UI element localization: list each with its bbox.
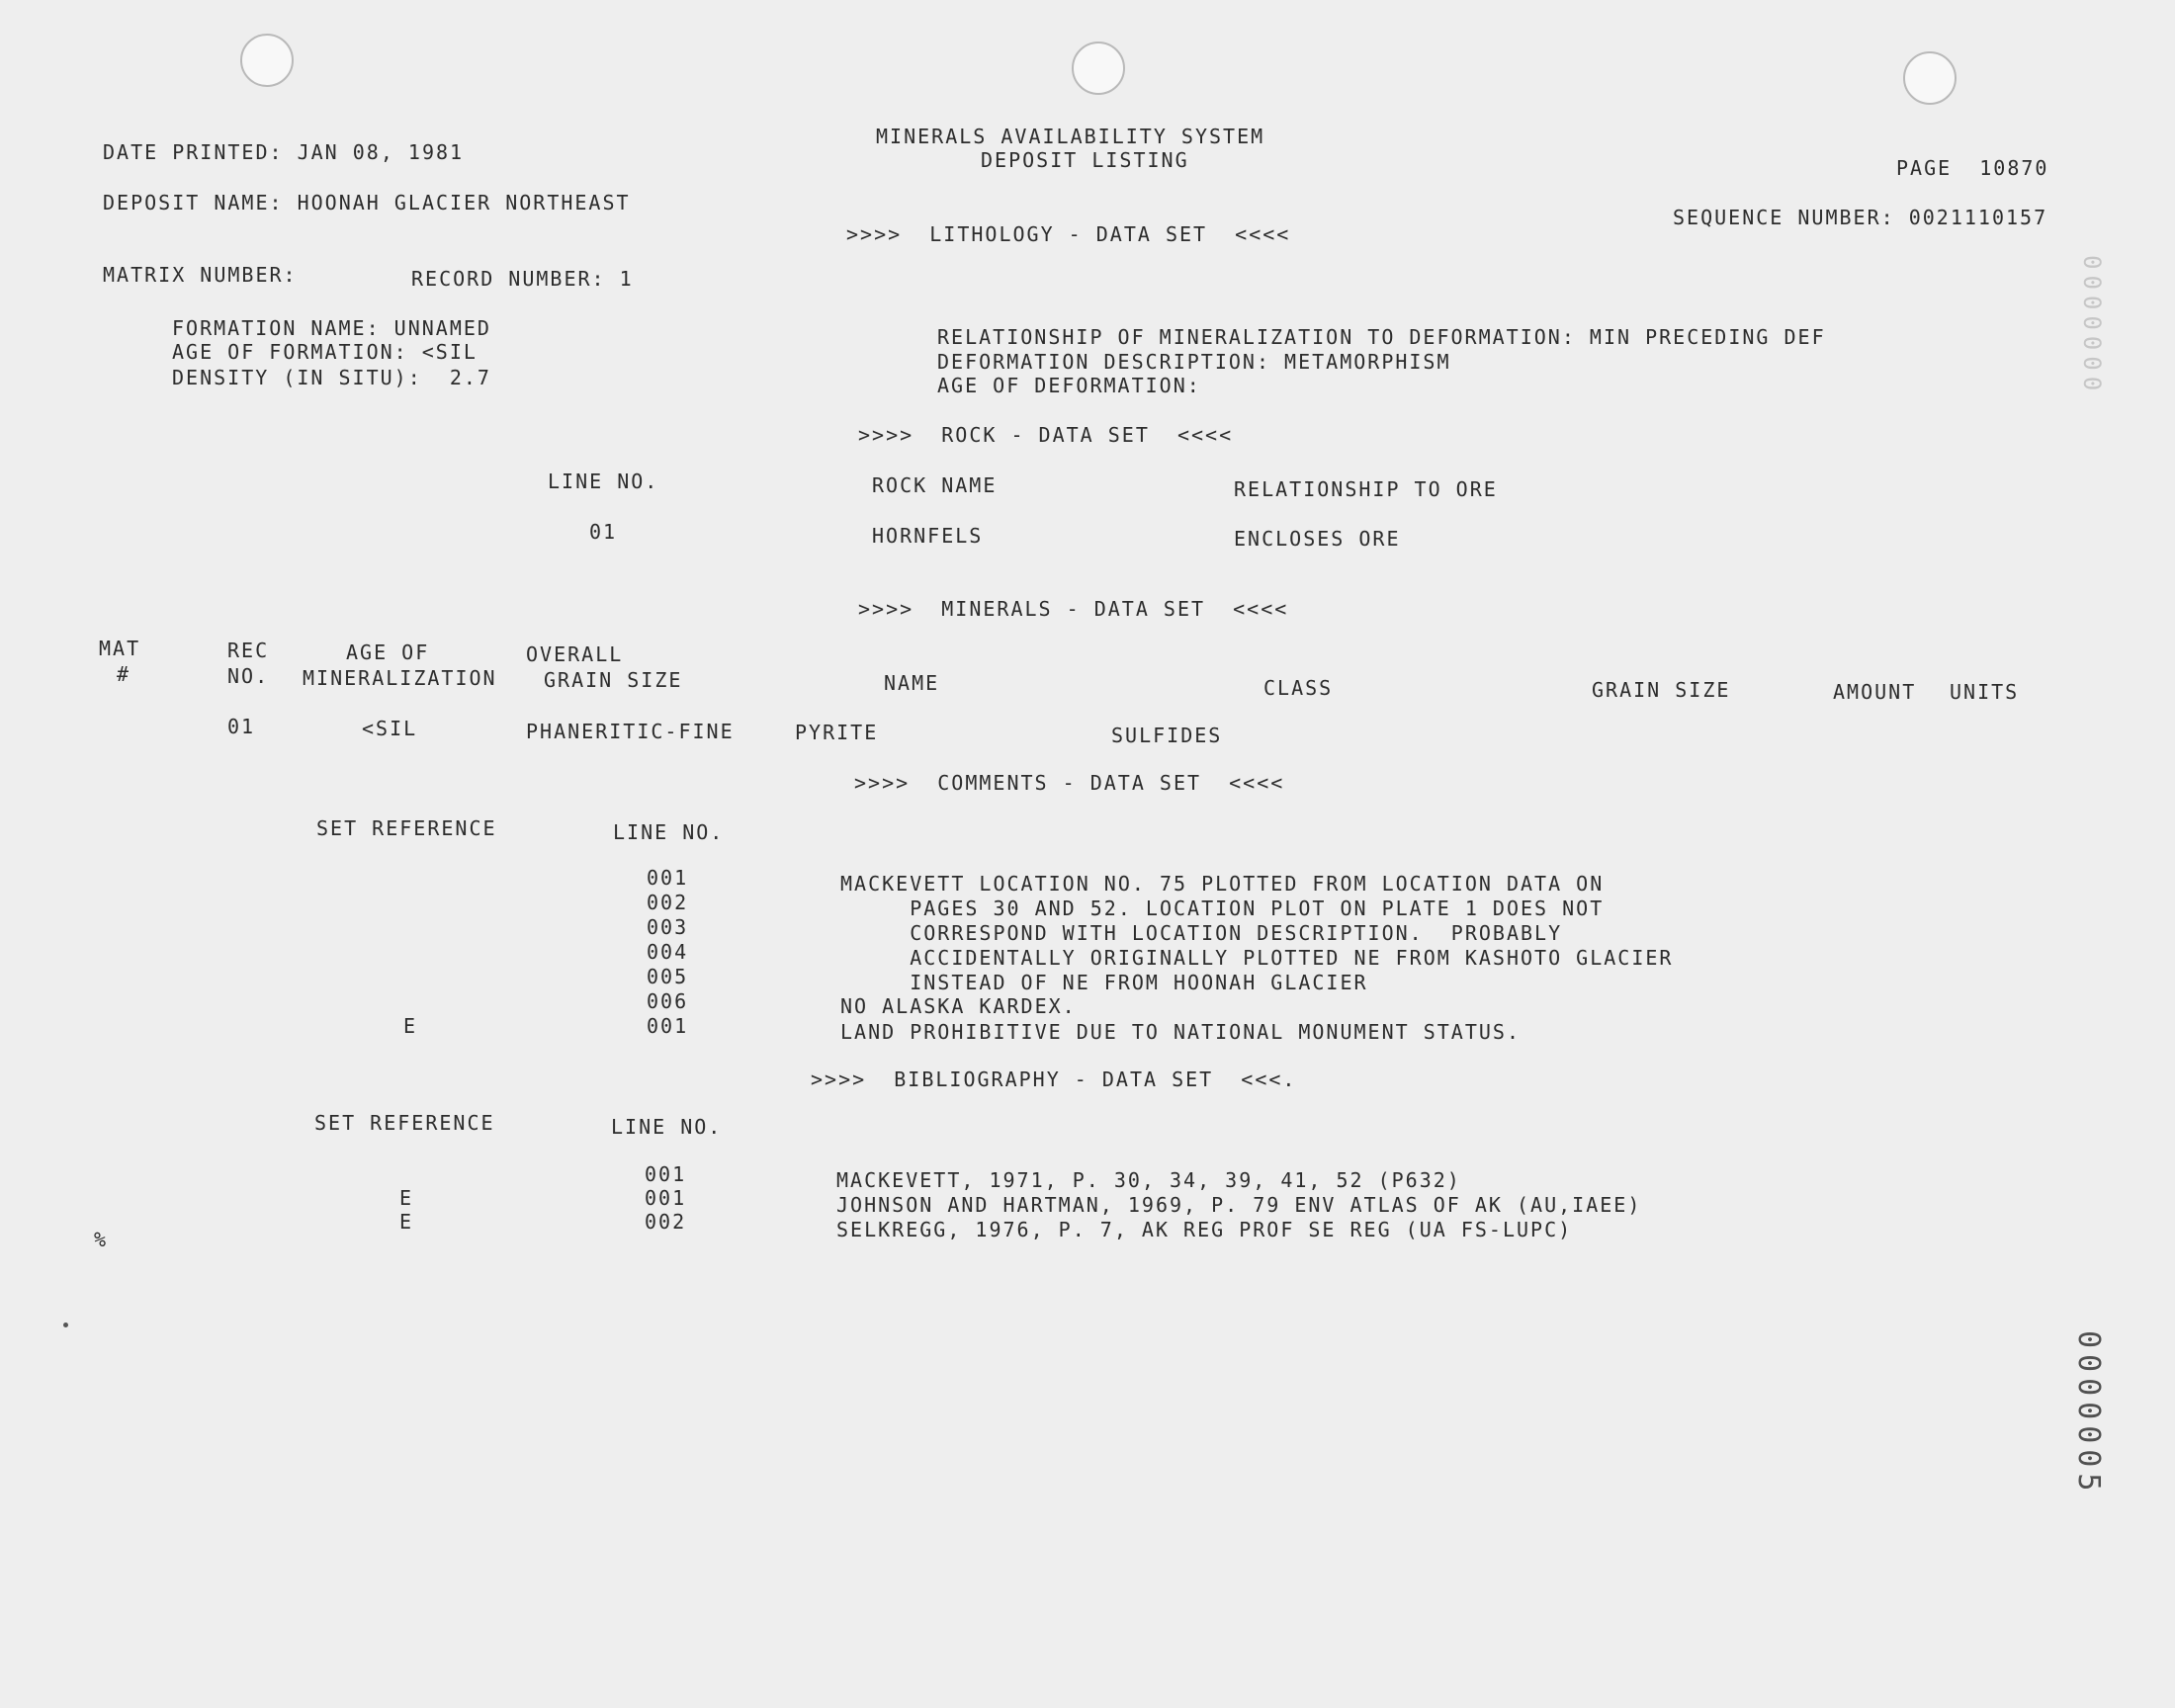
minerals-col-mat-hash: # [117, 662, 131, 686]
rock-relationship: ENCLOSES ORE [1234, 527, 1401, 551]
punch-hole-right [1903, 51, 1957, 105]
mineral-class: SULFIDES [1111, 724, 1223, 747]
bibliography-line-no: 001 [645, 1186, 687, 1210]
rock-line-no: 01 [589, 520, 618, 544]
sequence-number: SEQUENCE NUMBER: 0021110157 [1673, 206, 2048, 229]
comment-text: MACKEVETT LOCATION NO. 75 PLOTTED FROM LOCATION DATA ON [840, 872, 1605, 896]
bibliography-set-ref: E [399, 1186, 414, 1210]
mineralization-deformation-relationship: RELATIONSHIP OF MINERALIZATION TO DEFORMATION: MIN PRECEDING DEF [937, 325, 1826, 349]
comments-col-line-no: LINE NO. [613, 820, 725, 844]
density: DENSITY (IN SITU): 2.7 [172, 366, 491, 389]
bibliography-heading: >>>> BIBLIOGRAPHY - DATA SET <<<. [811, 1068, 1297, 1091]
comment-line-no: 005 [647, 965, 689, 988]
mineral-overall-grain-size: PHANERITIC-FINE [526, 720, 735, 743]
minerals-col-overall-2: GRAIN SIZE [544, 668, 683, 692]
minerals-col-amount: AMOUNT [1833, 680, 1917, 704]
comment-text: LAND PROHIBITIVE DUE TO NATIONAL MONUMENT STATUS. [840, 1020, 1522, 1044]
comment-text: PAGES 30 AND 52. LOCATION PLOT ON PLATE 1 DOES NOT [840, 897, 1605, 920]
formation-name: FORMATION NAME: UNNAMED [172, 316, 491, 340]
comment-text: INSTEAD OF NE FROM HOONAH GLACIER [840, 971, 1368, 994]
rock-heading: >>>> ROCK - DATA SET <<<< [858, 423, 1234, 447]
bibliography-text: MACKEVETT, 1971, P. 30, 34, 39, 41, 52 (P632) [836, 1168, 1461, 1192]
comment-line-no: 001 [647, 1014, 689, 1038]
comments-heading: >>>> COMMENTS - DATA SET <<<< [854, 771, 1285, 795]
date-printed: DATE PRINTED: JAN 08, 1981 [103, 140, 465, 164]
mineral-name: PYRITE [795, 721, 879, 744]
minerals-col-rec-no: NO. [227, 664, 270, 688]
punch-hole-center [1072, 42, 1125, 95]
rock-col-line-no: LINE NO. [548, 470, 659, 493]
mineral-rec-no: 01 [227, 715, 256, 738]
minerals-col-overall-1: OVERALL [526, 642, 624, 666]
deposit-name: DEPOSIT NAME: HOONAH GLACIER NORTHEAST [103, 191, 631, 214]
bibliography-col-line-no: LINE NO. [611, 1115, 723, 1139]
minerals-col-grain-size: GRAIN SIZE [1592, 678, 1731, 702]
listing-title: DEPOSIT LISTING [981, 148, 1189, 172]
side-stamp-faint: 0000000 [2078, 255, 2106, 397]
comment-line-no: 001 [647, 866, 689, 890]
record-number: RECORD NUMBER: 1 [411, 267, 634, 291]
age-of-deformation: AGE OF DEFORMATION: [937, 374, 1201, 397]
comment-line-no: 003 [647, 915, 689, 939]
comment-line-no: 002 [647, 891, 689, 914]
comment-text: NO ALASKA KARDEX. [840, 994, 1077, 1018]
matrix-number: MATRIX NUMBER: [103, 263, 298, 287]
rock-col-rock-name: ROCK NAME [872, 473, 998, 497]
bibliography-col-set-reference: SET REFERENCE [314, 1111, 495, 1135]
system-title: MINERALS AVAILABILITY SYSTEM [876, 125, 1265, 148]
comment-line-no: 004 [647, 940, 689, 964]
comments-col-set-reference: SET REFERENCE [316, 816, 497, 840]
stray-dot [63, 1323, 68, 1327]
minerals-col-mat: MAT [99, 637, 141, 660]
minerals-col-units: UNITS [1950, 680, 2020, 704]
comment-text: CORRESPOND WITH LOCATION DESCRIPTION. PROBABLY [840, 921, 1563, 945]
minerals-col-age-1: AGE OF [346, 640, 430, 664]
side-stamp: 0000005 [2071, 1330, 2106, 1497]
page-number: PAGE 10870 [1896, 156, 2049, 180]
mineral-age: <SIL [362, 717, 418, 740]
age-of-formation: AGE OF FORMATION: <SIL [172, 340, 478, 364]
bibliography-line-no: 002 [645, 1210, 687, 1234]
bibliography-line-no: 001 [645, 1162, 687, 1186]
minerals-col-class: CLASS [1263, 676, 1334, 700]
minerals-col-age-2: MINERALIZATION [303, 666, 497, 690]
bibliography-text: SELKREGG, 1976, P. 7, AK REG PROF SE REG (UA FS-LUPC) [836, 1218, 1573, 1241]
rock-name: HORNFELS [872, 524, 984, 548]
lithology-heading: >>>> LITHOLOGY - DATA SET <<<< [846, 222, 1291, 246]
rock-col-relationship: RELATIONSHIP TO ORE [1234, 477, 1498, 501]
comment-set-ref: E [403, 1014, 418, 1038]
minerals-col-name: NAME [884, 671, 940, 695]
comment-line-no: 006 [647, 989, 689, 1013]
bibliography-set-ref: E [399, 1210, 414, 1234]
deformation-description: DEFORMATION DESCRIPTION: METAMORPHISM [937, 350, 1451, 374]
bibliography-text: JOHNSON AND HARTMAN, 1969, P. 79 ENV ATLAS OF AK (AU,IAEE) [836, 1193, 1642, 1217]
percent-mark: % [94, 1228, 107, 1251]
comment-text: ACCIDENTALLY ORIGINALLY PLOTTED NE FROM KASHOTO GLACIER [840, 946, 1674, 970]
minerals-heading: >>>> MINERALS - DATA SET <<<< [858, 597, 1289, 621]
minerals-col-rec: REC [227, 639, 270, 662]
punch-hole-left [240, 34, 294, 87]
